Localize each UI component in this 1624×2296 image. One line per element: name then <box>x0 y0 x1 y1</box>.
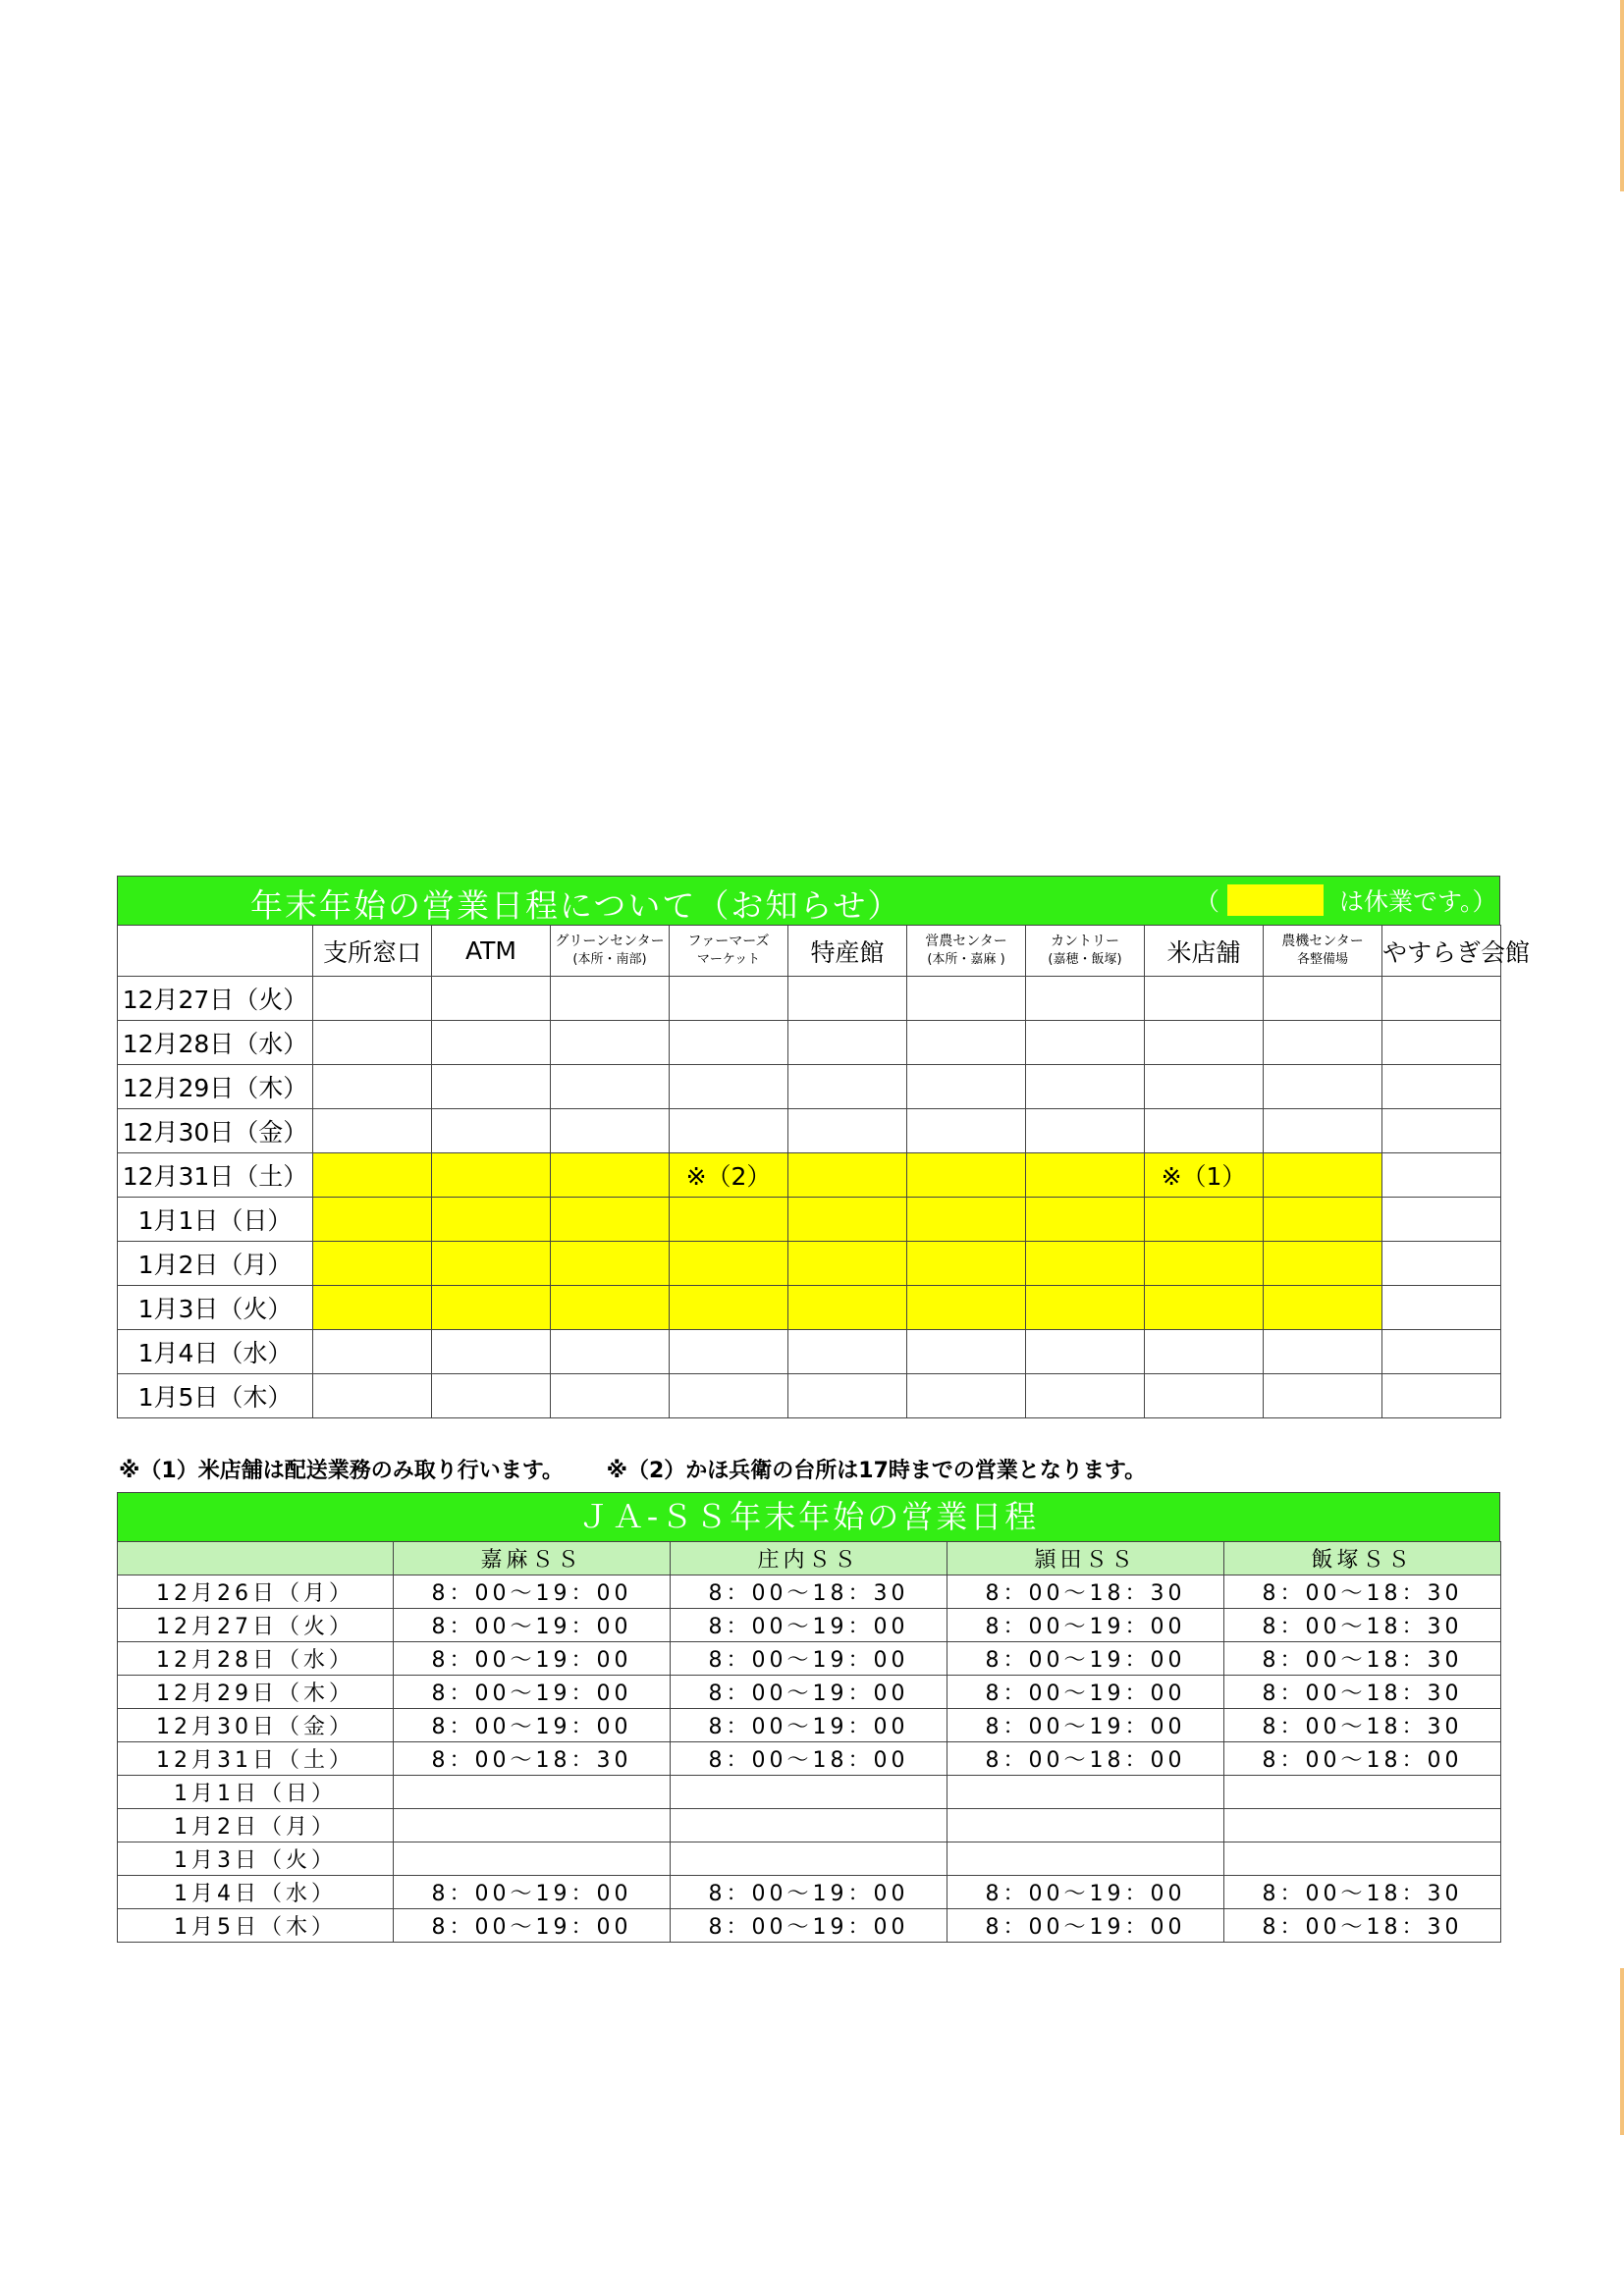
open-cell <box>313 1109 432 1153</box>
schedule-row <box>118 1242 1501 1286</box>
closed-cell <box>1264 1286 1382 1330</box>
column-header-row <box>118 926 1501 977</box>
open-cell <box>1264 1065 1382 1109</box>
open-cell <box>788 977 907 1021</box>
hours-cell: 8：00～18：30 <box>1224 1575 1501 1609</box>
closed-cell <box>1026 1242 1145 1286</box>
hours-cell <box>394 1809 671 1842</box>
hours-cell: 8：00～19：00 <box>671 1709 947 1742</box>
open-cell <box>1026 1021 1145 1065</box>
open-cell <box>432 1065 551 1109</box>
open-cell <box>670 1065 788 1109</box>
open-cell <box>1264 1109 1382 1153</box>
open-cell <box>788 1330 907 1374</box>
business-schedule-table <box>117 876 1531 1418</box>
open-cell <box>551 1109 670 1153</box>
open-cell <box>788 1374 907 1418</box>
closed-cell <box>432 1198 551 1242</box>
column-header-line: (嘉穂・飯塚) <box>1048 952 1122 968</box>
column-header-line: (本所・嘉麻 ) <box>927 952 1005 968</box>
hours-cell <box>947 1809 1224 1842</box>
hours-cell: 8：00～19：00 <box>947 1676 1224 1709</box>
closed-cell <box>788 1153 907 1198</box>
column-header: やすらぎ会館 <box>1382 926 1501 977</box>
open-cell <box>432 1021 551 1065</box>
closed-cell: ※（1） <box>1145 1153 1264 1198</box>
closed-cell <box>432 1286 551 1330</box>
open-cell <box>313 1330 432 1374</box>
open-cell <box>551 1021 670 1065</box>
open-cell <box>907 1021 1026 1065</box>
date-cell: 1月2日（月） <box>118 1809 394 1842</box>
hours-cell: 8：00～18：30 <box>1224 1609 1501 1642</box>
closed-cell <box>670 1286 788 1330</box>
closed-cell <box>551 1286 670 1330</box>
ss-row <box>118 1776 1501 1809</box>
date-cell: 12月30日（金） <box>118 1709 394 1742</box>
date-cell: 1月5日（木） <box>118 1909 394 1943</box>
open-cell <box>1382 1374 1501 1418</box>
closed-cell <box>670 1242 788 1286</box>
hours-cell: 8：00～19：00 <box>394 1642 671 1676</box>
hours-cell: 8：00～19：00 <box>947 1642 1224 1676</box>
ss-row <box>118 1842 1501 1876</box>
open-cell <box>1382 1330 1501 1374</box>
closed-cell <box>551 1153 670 1198</box>
closed-cell <box>1026 1286 1145 1330</box>
closed-cell <box>1026 1198 1145 1242</box>
closed-cell <box>1264 1153 1382 1198</box>
hours-cell <box>947 1776 1224 1809</box>
column-header <box>907 926 1026 977</box>
station-header-row <box>118 1542 1501 1575</box>
hours-cell: 8：00～19：00 <box>947 1909 1224 1943</box>
footnote-1: ※（1）米店舗は配送業務のみ取り行います。 <box>119 1459 564 1483</box>
open-cell <box>1145 1109 1264 1153</box>
open-cell <box>313 1065 432 1109</box>
date-cell: 1月4日（水） <box>118 1876 394 1909</box>
open-cell <box>1026 1109 1145 1153</box>
closed-cell <box>313 1198 432 1242</box>
open-cell <box>670 977 788 1021</box>
date-cell: 12月30日（金） <box>118 1109 313 1153</box>
closed-cell <box>907 1198 1026 1242</box>
hours-cell: 8：00～19：00 <box>394 1609 671 1642</box>
date-cell: 12月27日（火） <box>118 1609 394 1642</box>
hours-cell: 8：00～19：00 <box>394 1909 671 1943</box>
hours-cell: 8：00～18：30 <box>671 1575 947 1609</box>
open-cell <box>432 1330 551 1374</box>
page-edge-mark-top <box>1620 0 1624 191</box>
hours-cell <box>394 1776 671 1809</box>
hours-cell: 8：00～19：00 <box>671 1609 947 1642</box>
station-header: 庄内ＳＳ <box>671 1542 947 1575</box>
hours-cell <box>671 1776 947 1809</box>
hours-cell: 8：00～18：00 <box>671 1742 947 1776</box>
hours-cell: 8：00～19：00 <box>394 1876 671 1909</box>
station-header: 飯塚ＳＳ <box>1224 1542 1501 1575</box>
open-cell <box>432 1109 551 1153</box>
open-cell <box>1382 1242 1501 1286</box>
ss-row <box>118 1876 1501 1909</box>
open-cell <box>1382 1021 1501 1065</box>
hours-cell <box>671 1842 947 1876</box>
open-cell <box>907 1065 1026 1109</box>
closed-cell <box>907 1153 1026 1198</box>
open-cell <box>1026 1330 1145 1374</box>
legend-text: は休業です。） <box>1339 887 1497 916</box>
hours-cell <box>1224 1809 1501 1842</box>
open-cell <box>313 1374 432 1418</box>
open-cell <box>1026 1374 1145 1418</box>
closed-cell <box>907 1286 1026 1330</box>
hours-cell: 8：00～19：00 <box>394 1575 671 1609</box>
ja-ss-grid <box>117 1541 1501 1943</box>
open-cell <box>432 977 551 1021</box>
hours-cell: 8：00～18：30 <box>1224 1709 1501 1742</box>
column-header-line: (本所・南部) <box>572 952 647 968</box>
date-cell: 1月3日（火） <box>118 1842 394 1876</box>
open-cell <box>1145 1330 1264 1374</box>
closed-cell <box>313 1286 432 1330</box>
open-cell <box>788 1109 907 1153</box>
hours-cell: 8：00～19：00 <box>671 1642 947 1676</box>
column-header: ATM <box>432 926 551 977</box>
closed-cell <box>1264 1198 1382 1242</box>
open-cell <box>670 1374 788 1418</box>
business-schedule-grid <box>117 925 1531 1418</box>
closed-cell <box>907 1242 1026 1286</box>
open-cell <box>1382 1109 1501 1153</box>
ja-ss-title: ＪＡ-ＳＳ年末年始の営業日程 <box>117 1492 1500 1541</box>
open-cell <box>313 977 432 1021</box>
footnote-2: ※（2）かほ兵衛の台所は17時までの営業となります。 <box>606 1459 1147 1483</box>
ss-row <box>118 1742 1501 1776</box>
closed-cell <box>1264 1242 1382 1286</box>
column-header: 米店舗 <box>1145 926 1264 977</box>
open-cell <box>551 977 670 1021</box>
schedule-row <box>118 977 1501 1021</box>
date-cell: 1月1日（日） <box>118 1776 394 1809</box>
closed-cell <box>551 1242 670 1286</box>
schedule-row <box>118 1109 1501 1153</box>
open-cell <box>670 1109 788 1153</box>
open-cell <box>432 1374 551 1418</box>
open-cell <box>551 1374 670 1418</box>
schedule-row <box>118 1330 1501 1374</box>
open-cell <box>1145 1374 1264 1418</box>
column-header-line: 営農センター <box>925 933 1007 949</box>
open-cell <box>1264 1330 1382 1374</box>
open-cell <box>1026 1065 1145 1109</box>
column-header <box>1264 926 1382 977</box>
column-header-line: 各整備場 <box>1296 952 1348 968</box>
date-cell: 1月5日（木） <box>118 1374 313 1418</box>
closed-cell <box>1026 1153 1145 1198</box>
hours-cell: 8：00～18：30 <box>394 1742 671 1776</box>
schedule-row <box>118 1153 1501 1198</box>
date-cell: 1月1日（日） <box>118 1198 313 1242</box>
ja-ss-rows <box>118 1575 1501 1943</box>
hours-cell: 8：00～18：00 <box>947 1742 1224 1776</box>
date-cell: 1月2日（月） <box>118 1242 313 1286</box>
date-cell: 1月3日（火） <box>118 1286 313 1330</box>
date-cell: 12月31日（土） <box>118 1153 313 1198</box>
open-cell <box>1382 1198 1501 1242</box>
open-cell <box>1264 1021 1382 1065</box>
open-cell <box>670 1330 788 1374</box>
closed-color-swatch <box>1227 884 1324 916</box>
business-schedule-header <box>117 876 1500 925</box>
station-header: 頴田ＳＳ <box>947 1542 1224 1575</box>
hours-cell <box>671 1809 947 1842</box>
corner-cell <box>118 926 313 977</box>
schedule-row <box>118 1065 1501 1109</box>
hours-cell <box>1224 1842 1501 1876</box>
column-header-line: ファーマーズ <box>687 933 770 949</box>
column-header: 特産館 <box>788 926 907 977</box>
schedule-row <box>118 1198 1501 1242</box>
hours-cell: 8：00～18：30 <box>947 1575 1224 1609</box>
hours-cell: 8：00～19：00 <box>947 1709 1224 1742</box>
column-header <box>670 926 788 977</box>
hours-cell <box>947 1842 1224 1876</box>
footnotes <box>119 1454 1146 1484</box>
schedule-row <box>118 1021 1501 1065</box>
open-cell <box>788 1065 907 1109</box>
open-cell <box>1145 977 1264 1021</box>
closed-cell <box>432 1153 551 1198</box>
hours-cell: 8：00～19：00 <box>671 1876 947 1909</box>
station-header: 嘉麻ＳＳ <box>394 1542 671 1575</box>
hours-cell: 8：00～18：30 <box>1224 1676 1501 1709</box>
schedule-row <box>118 1374 1501 1418</box>
open-cell <box>907 977 1026 1021</box>
hours-cell: 8：00～19：00 <box>394 1676 671 1709</box>
closed-cell <box>788 1286 907 1330</box>
open-cell <box>551 1065 670 1109</box>
hours-cell: 8：00～19：00 <box>394 1709 671 1742</box>
column-header: 支所窓口 <box>313 926 432 977</box>
date-cell: 12月27日（火） <box>118 977 313 1021</box>
legend-open-paren: （ <box>1195 887 1220 916</box>
open-cell <box>1264 1374 1382 1418</box>
business-schedule-title: 年末年始の営業日程について（お知らせ） <box>250 886 902 925</box>
column-header-line: 農機センター <box>1281 933 1364 949</box>
closed-cell: ※（2） <box>670 1153 788 1198</box>
ja-ss-schedule-table <box>117 1492 1500 1943</box>
closed-cell <box>670 1198 788 1242</box>
open-cell <box>1382 1065 1501 1109</box>
open-cell <box>907 1109 1026 1153</box>
date-cell: 12月28日（水） <box>118 1021 313 1065</box>
schedule-row <box>118 1286 1501 1330</box>
date-cell: 12月29日（木） <box>118 1065 313 1109</box>
hours-cell: 8：00～18：30 <box>1224 1876 1501 1909</box>
hours-cell: 8：00～18：30 <box>1224 1909 1501 1943</box>
column-header <box>551 926 670 977</box>
hours-cell: 8：00～19：00 <box>671 1909 947 1943</box>
date-cell: 12月29日（木） <box>118 1676 394 1709</box>
ss-row <box>118 1575 1501 1609</box>
column-header-line: グリーンセンター <box>555 933 665 949</box>
closed-cell <box>788 1242 907 1286</box>
closed-cell <box>313 1153 432 1198</box>
open-cell <box>1026 977 1145 1021</box>
open-cell <box>1145 1065 1264 1109</box>
schedule-rows <box>118 977 1501 1418</box>
open-cell <box>907 1330 1026 1374</box>
closed-legend <box>1195 882 1497 918</box>
open-cell <box>788 1021 907 1065</box>
hours-cell <box>394 1842 671 1876</box>
date-cell: 1月4日（水） <box>118 1330 313 1374</box>
open-cell <box>1264 977 1382 1021</box>
column-header-line: カントリー <box>1051 933 1119 949</box>
hours-cell: 8：00～19：00 <box>947 1609 1224 1642</box>
ss-row <box>118 1809 1501 1842</box>
ss-row <box>118 1642 1501 1676</box>
open-cell <box>313 1021 432 1065</box>
column-header-line: マーケット <box>696 952 761 968</box>
closed-cell <box>1145 1198 1264 1242</box>
ss-row <box>118 1676 1501 1709</box>
closed-cell <box>313 1242 432 1286</box>
open-cell <box>670 1021 788 1065</box>
open-cell <box>1382 1286 1501 1330</box>
ss-row <box>118 1609 1501 1642</box>
open-cell <box>551 1330 670 1374</box>
closed-cell <box>788 1198 907 1242</box>
closed-cell <box>1145 1242 1264 1286</box>
date-cell: 12月31日（土） <box>118 1742 394 1776</box>
hours-cell: 8：00～18：00 <box>1224 1742 1501 1776</box>
date-cell: 12月26日（月） <box>118 1575 394 1609</box>
hours-cell <box>1224 1776 1501 1809</box>
date-cell: 12月28日（水） <box>118 1642 394 1676</box>
open-cell <box>1382 1153 1501 1198</box>
closed-cell <box>1145 1286 1264 1330</box>
page-edge-mark-bottom <box>1620 1968 1624 2135</box>
open-cell <box>1145 1021 1264 1065</box>
corner-cell <box>118 1542 394 1575</box>
ss-row <box>118 1909 1501 1943</box>
hours-cell: 8：00～19：00 <box>671 1676 947 1709</box>
hours-cell: 8：00～18：30 <box>1224 1642 1501 1676</box>
hours-cell: 8：00～19：00 <box>947 1876 1224 1909</box>
closed-cell <box>432 1242 551 1286</box>
open-cell <box>1382 977 1501 1021</box>
closed-cell <box>551 1198 670 1242</box>
open-cell <box>907 1374 1026 1418</box>
ss-row <box>118 1709 1501 1742</box>
column-header <box>1026 926 1145 977</box>
